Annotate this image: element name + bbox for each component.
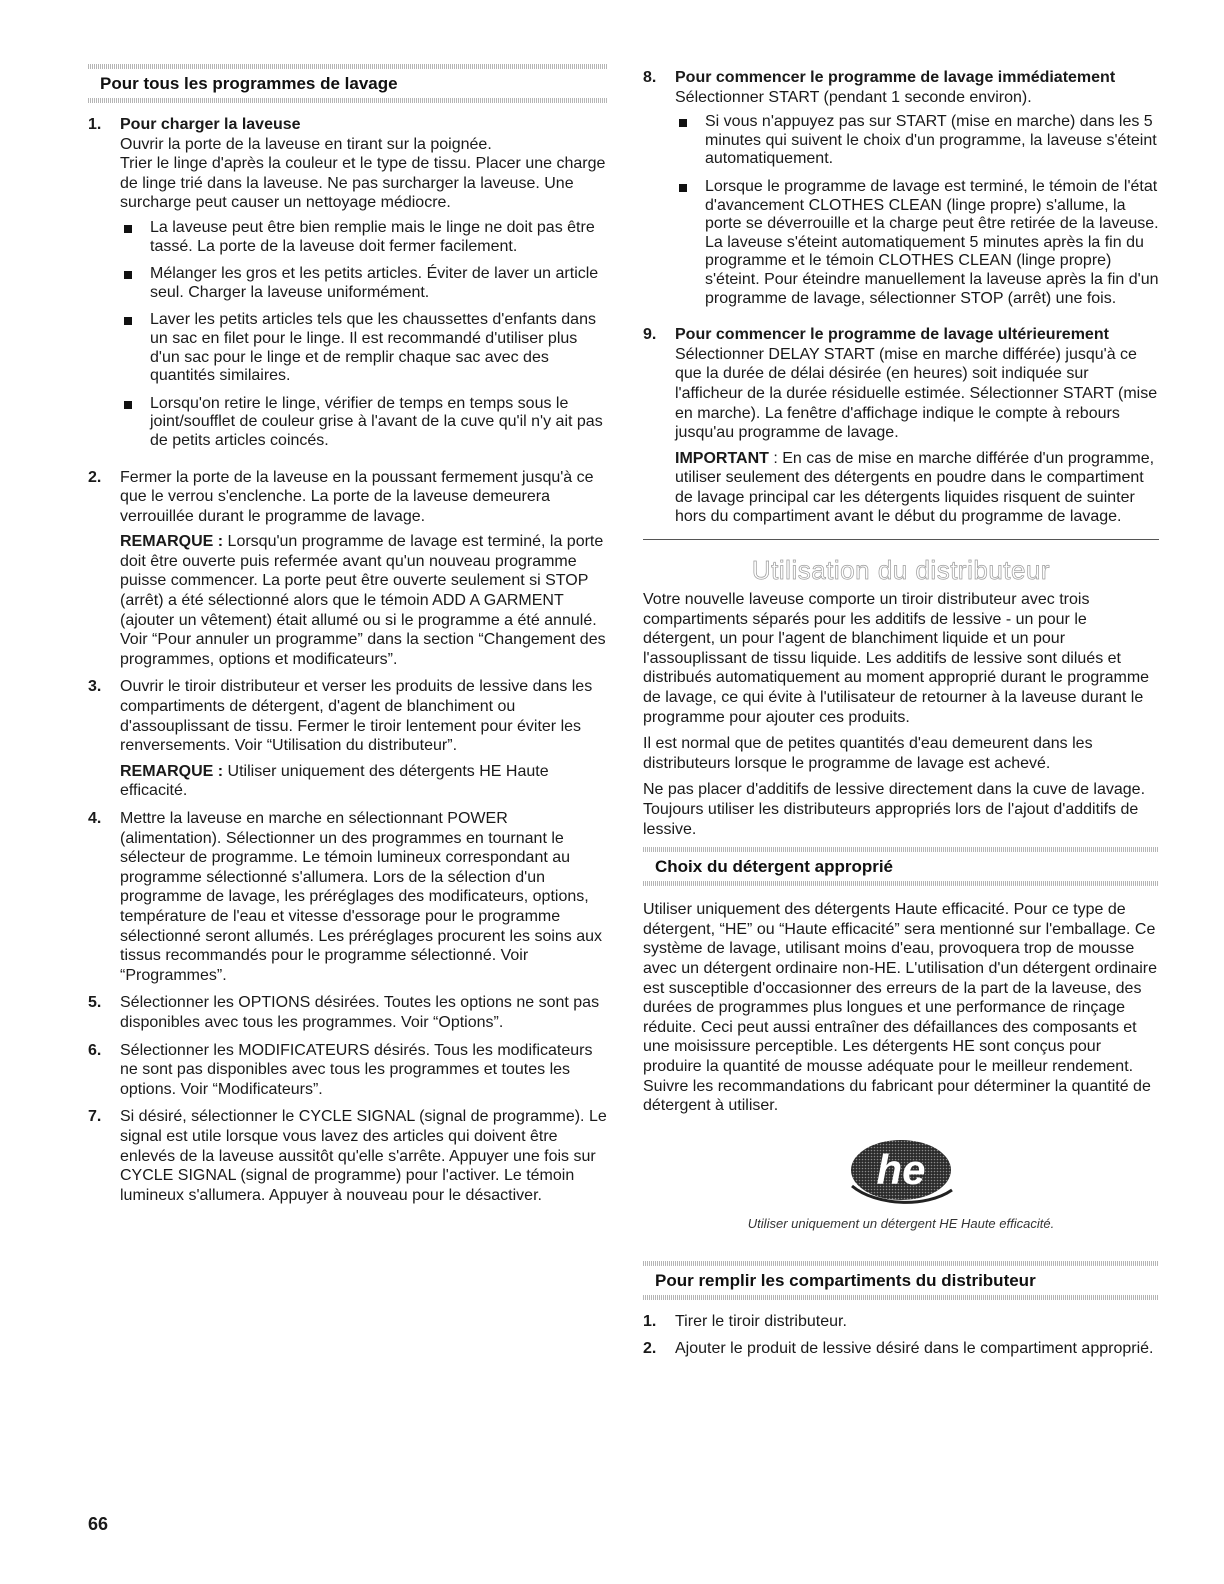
step-number: 9. [643,326,657,344]
step-title: Pour charger la laveuse [120,116,301,133]
list-item: Mélanger les gros et les petits articles. Éviter de laver un article seul. Charger la laveuse uniformément. [120,265,608,302]
step-text: Ouvrir le tiroir distributeur et verser les produits de lessive dans les compartiments de détergent, d'agent de blanchiment ou d'assouplissant de tissu. Fermer le tiroir lentement pour éviter les renversements. Voir “Utilisation du distributeur”. [120,678,593,755]
step-3 [88,677,608,801]
step-number: 4. [88,810,102,827]
fill-step-2 [643,1339,1159,1359]
page-number: 66 [88,1514,109,1534]
heading-rule-bottom [88,98,608,103]
paragraph: Il est normal que de petites quantités d'eau demeurent dans les distributeurs lorsque le programme de lavage est achevé. [643,735,1093,772]
bullet-list [120,219,608,451]
step-1 [88,115,608,460]
step-text: Mettre la laveuse en marche en sélectionnant POWER (alimentation). Sélectionner un des programmes en tournant le sélecteur de programme. Le témoin lumineux correspondant au programme sélectionné s'allumera. Lors de la sélection d'un programme de lavage, les préréglages des modificateurs, options, température de l'eau et vitesse d'essorage pour le programme sélectionné seront allumés. Les préréglages procurent les soins aux tissus recommandés pour le programme sélectionné. Voir “Programmes”. [120,810,603,984]
detergent-section [643,847,1159,1116]
step-4 [88,809,608,985]
paragraph: Utiliser uniquement des détergents Haute efficacité. Pour ce type de détergent, “HE” ou “Haute efficacité” sera mentionné sur l'emballage. Ce système de lavage, utilisant moins d'eau, provoquera trop de mousse avec un détergent ordinaire non-HE. L'utilisation d'un détergent ordinaire est susceptible d'occasionner des erreurs de la part de la laveuse, des durées de programmes plus longues et une performance de rinçage réduite. Ceci peut aussi entraîner des défaillances des composants et une moisissure perceptible. Les détergents HE sont conçus pour produire la quantité de mousse adéquate pour le meilleur rendement. Suivre les recommandations du fabricant pour déterminer la quantité de détergent à utiliser. [643,901,1157,1115]
step-text: Sélectionner les OPTIONS désirées. Toutes les options ne sont pas disponibles avec tous les programmes. Voir “Options”. [120,994,600,1031]
step-number: 3. [88,678,102,696]
section-heading-all-cycles: Pour tous les programmes de lavage [100,74,398,93]
bullet-square-icon [124,401,132,409]
step-5 [88,993,608,1032]
step-text: Sélectionner les MODIFICATEURS désirés. Tous les modificateurs ne sont pas disponibles avec tous les programmes et toutes les options. Voir “Modificateurs”. [120,1041,593,1098]
section-divider [643,539,1159,540]
left-column [88,64,608,1213]
step-9 [643,325,1159,527]
section-title-dispenser: Utilisation du distributeur [751,555,1051,586]
step-text: Sélectionner START (pendant 1 seconde environ). [675,88,1032,106]
logo-caption: Utiliser uniquement un détergent HE Haute efficacité. [747,1215,1055,1231]
list-item: Si vous n'appuyez pas sur START (mise en marche) dans les 5 minutes qui suivent le choix d'un programme, la laveuse s'éteint automatiquement. [675,113,1159,169]
logo-text: he [876,1145,926,1193]
step-text: Ajouter le produit de lessive désiré dans le compartiment approprié. [675,1340,1154,1358]
step-number: 8. [643,69,657,86]
step-2 [88,468,608,670]
fill-step-1 [643,1312,1159,1332]
fill-section [643,1261,1159,1359]
heading-rule-bottom [643,881,1159,886]
step-note: REMARQUE : Utiliser uniquement des détergents HE Haute efficacité. [120,762,549,800]
subheading-fill: Pour remplir les compartiments du distributeur [655,1270,1036,1290]
step-text: Si désiré, sélectionner le CYCLE SIGNAL (signal de programme). Le signal est utile lorsque vous lavez des articles qui doivent être enlevés de la laveuse aussitôt qu'elle s'arrête. Appuyer une fois sur CYCLE SIGNAL (signal de programme) pour l'activer. Le témoin lumineux s'allumera. Appuyer à nouveau pour le désactiver. [120,1108,607,1204]
he-logo [643,1134,1159,1210]
list-item: Lorsque le programme de lavage est terminé, le témoin de l'état d'avancement CLOTHES CLEAN (linge propre) s'allume, la porte se déverrouille et la charge peut être retirée de la laveuse. La laveuse s'éteint automatiquement 5 minutes après la fin du programme et le témoin CLOTHES CLEAN (linge propre) s'éteint. Pour éteindre manuellement la laveuse après la fin d'un programme de lavage, sélectionner STOP (arrêt) une fois. [675,178,1159,308]
he-logo-icon [846,1134,956,1210]
step-note: IMPORTANT : En cas de mise en marche différée d'un programme, utiliser seulement des détergents en poudre dans le compartiment de lavage principal car les détergents liquides risquent de suinter hors du compartiment avant le début du programme de lavage. [675,449,1155,526]
step-number: 7. [88,1108,102,1126]
step-text: Trier le linge d'après la couleur et le type de tissu. Placer une charge de linge trié dans la laveuse. Ne pas surcharger la laveuse. Une surcharge peut causer un nettoyage médiocre. [120,155,606,212]
bullet-list [675,113,1159,308]
bullet-square-icon [679,119,687,127]
heading-rule-bottom [643,1295,1159,1300]
step-title: Pour commencer le programme de lavage immédiatement [675,69,1116,86]
paragraph: Ne pas placer d'additifs de lessive directement dans la cuve de lavage. Toujours utiliser les distributeurs appropriés lors de l'ajout d'additifs de lessive. [643,781,1146,838]
paragraph: Votre nouvelle laveuse comporte un tiroir distributeur avec trois compartiments séparés pour les additifs de lessive - un pour le détergent, un pour l'agent de blanchiment liquide et un pour l'assouplissant de tissu liquide. Les additifs de lessive sont dilués et distribués automatiquement au moment approprié durant le programme de lavage, ce qui évite à l'utilisateur de retourner à la laveuse durant le programme pour ajouter ces produits. [643,591,1150,726]
step-number: 1. [643,1312,657,1330]
step-text: Sélectionner DELAY START (mise en marche différée) jusqu'à ce que la durée de délai désirée (en heures) soit indiquée sur l'afficheur de la durée résiduelle estimée. Sélectionner START (mise en marche). La fenêtre d'affichage indique le compte à rebours jusqu'au programme de lavage. [675,345,1158,442]
bullet-square-icon [679,184,687,192]
step-note: REMARQUE : Lorsqu'un programme de lavage est terminé, la porte doit être ouverte puis refermée avant qu'un nouveau programme puisse commencer. La porte peut être ouverte seulement si STOP (arrêt) a été sélectionné alors que le témoin ADD A GARMENT (ajouter un vêtement) était allumé ou si le programme a été annulé. Voir “Pour annuler un programme” dans la section “Changement des programmes, options et modificateurs”. [120,533,606,668]
step-8 [643,68,1159,317]
list-item: Lorsqu'on retire le linge, vérifier de temps en temps sous le joint/soufflet de couleur grise à l'avant de la cuve qu'il n'y ait pas de petits articles coincés. [120,395,608,451]
step-number: 5. [88,994,102,1012]
step-text: Ouvrir la porte de la laveuse en tirant sur la poignée. [120,135,492,153]
bullet-square-icon [124,317,132,325]
step-number: 1. [88,116,102,133]
step-text: Fermer la porte de la laveuse en la poussant fermement jusqu'à ce que le verrou s'enclenche. La porte de la laveuse demeurera verrouillée durant le programme de lavage. [120,468,594,525]
step-title: Pour commencer le programme de lavage ultérieurement [675,326,1109,344]
step-6 [88,1041,608,1100]
step-number: 2. [643,1340,657,1358]
step-text: Tirer le tiroir distributeur. [675,1312,847,1330]
subheading-detergent: Choix du détergent approprié [655,857,894,877]
bullet-square-icon [124,271,132,279]
step-number: 2. [88,468,102,486]
step-number: 6. [88,1041,102,1059]
right-column [643,68,1159,1367]
step-7 [88,1107,608,1205]
bullet-square-icon [124,225,132,233]
list-item: La laveuse peut être bien remplie mais le linge ne doit pas être tassé. La porte de la laveuse doit fermer facilement. [120,219,608,256]
list-item: Laver les petits articles tels que les chaussettes d'enfants dans un sac en filet pour le linge. Il est recommandé d'utiliser plus d'un sac pour le linge et de remplir chaque sac avec des quantités similaires. [120,311,608,385]
